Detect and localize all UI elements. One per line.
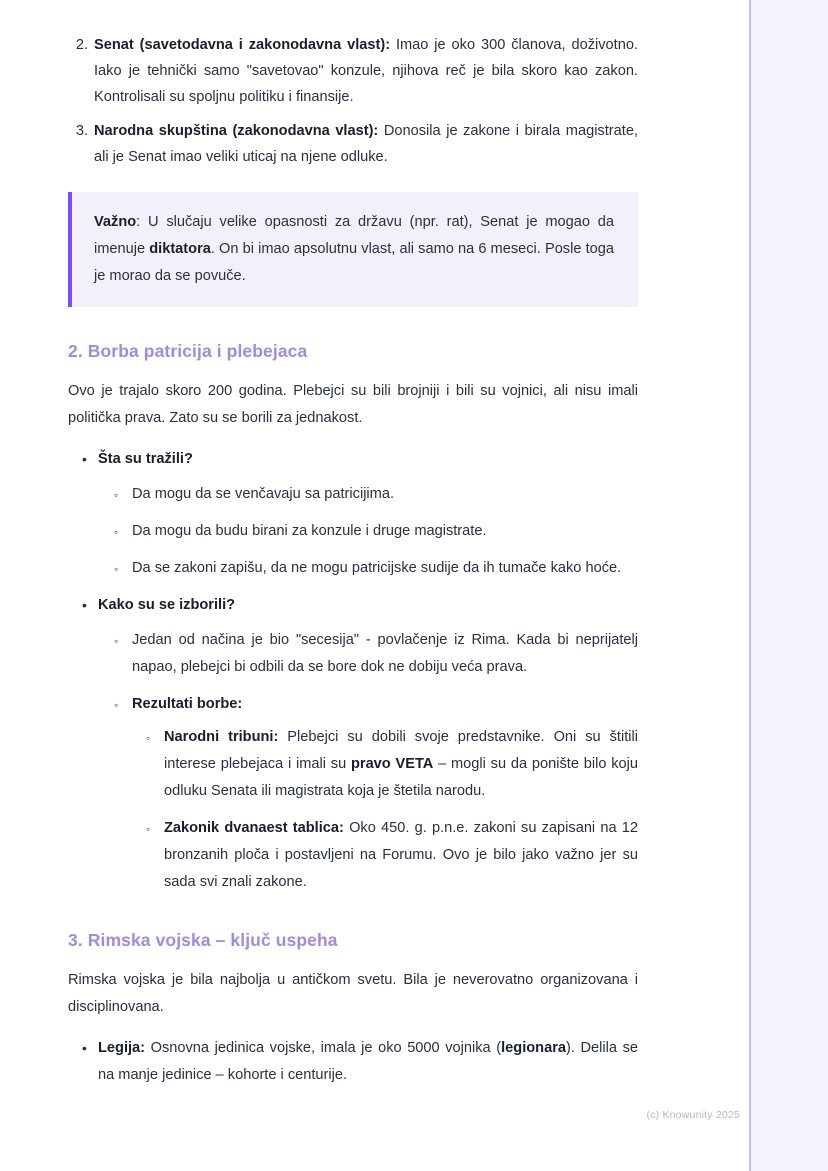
circle-bullet-icon: ◦	[114, 562, 119, 576]
list-item	[75, 118, 638, 170]
question-1-label: Šta su tražili?	[98, 451, 193, 467]
list-item-number: 2.	[75, 37, 88, 53]
result-text-1: Oko 450. g. p.n.e. zakoni su zapisani na 12 bronzanih ploča i postavljeni na Forumu. Ovo je bilo jako važno jer su sada svi znali zakone.	[164, 820, 639, 890]
results-label: Rezultati borbe:	[132, 696, 243, 712]
right-margin-rail	[750, 0, 828, 1171]
list-item	[114, 481, 638, 508]
section-2-intro: Ovo je trajalo skoro 200 godina. Plebejci su bili brojniji i bili su vojnici, ali nisu imali politička prava. Zato su se borili za jednakost.	[68, 383, 638, 426]
circle-bullet-icon: ◦	[146, 822, 151, 836]
legion-text-2: ). Delila se na manje jedinice – kohorte i centurije.	[98, 1040, 639, 1083]
list-item	[75, 32, 638, 110]
result-bold-term: pravo VETA	[350, 756, 434, 772]
list-item	[82, 592, 639, 896]
section-3-intro: Rimska vojska je bila najbolja u antičkom svetu. Bila je neverovatno organizovana i disciplinovana.	[68, 972, 638, 1015]
result-text-1: Plebejci su dobili svoje predstavnike. Oni su štitili interese plebejaca i imali su	[164, 729, 638, 772]
circle-bullet-icon: ◦	[114, 525, 119, 539]
list-item	[114, 627, 638, 681]
bullet-list-level-3	[132, 724, 638, 896]
document-content	[68, 32, 638, 1093]
list-item	[114, 518, 638, 545]
bullet-list-level-2	[98, 627, 638, 896]
result-title: Zakonik dvanaest tablica:	[164, 820, 344, 836]
circle-bullet-icon: ◦	[146, 731, 151, 745]
legion-text-1: Osnovna jedinica vojske, imala je oko 5000 vojnika (	[145, 1040, 502, 1056]
list-item-text: Da se zakoni zapišu, da ne mogu patricijske sudije da ih tumače kako hoće.	[132, 560, 622, 576]
bullet-list-level-1	[68, 446, 638, 896]
circle-bullet-icon: ◦	[114, 698, 119, 712]
footer-copyright: (c) Knowunity 2025	[646, 1109, 740, 1121]
callout-text-2: . On bi imao apsolutnu vlast, ali samo na 6 meseci. Posle toga je morao da se povuče.	[94, 241, 614, 284]
section-heading-3: 3. Rimska vojska – ključ uspeha	[68, 930, 338, 950]
list-item-text: Donosila je zakone i birala magistrate, ali je Senat imao veliki uticaj na njene odluke.	[94, 123, 638, 165]
list-item-text: Jedan od načina je bio "secesija" - povlačenje iz Rima. Kada bi neprijatelj napao, plebejci bi odbili da se bore dok ne dobiju veća prava.	[132, 632, 638, 675]
list-item	[146, 815, 639, 896]
result-text-2: – mogli su da ponište bilo koju odluku Senata ili magistrata koja je štetila narodu.	[164, 756, 639, 799]
list-item	[82, 446, 638, 582]
list-item	[114, 555, 638, 582]
list-item-text: Da mogu da budu birani za konzule i druge magistrate.	[132, 523, 487, 539]
circle-bullet-icon: ◦	[114, 634, 119, 648]
result-title: Narodni tribuni:	[164, 729, 279, 745]
list-item-text: Da mogu da se venčavaju sa patricijima.	[132, 486, 395, 502]
numbered-list	[68, 32, 638, 170]
important-callout	[68, 192, 638, 307]
list-item	[114, 691, 639, 896]
list-item-title: Senat (savetodavna i zakonodavna vlast):	[94, 37, 391, 53]
legion-bold-term: legionara	[501, 1040, 567, 1056]
section-heading-2: 2. Borba patricija i plebejaca	[68, 341, 308, 361]
bullet-list-level-2	[98, 481, 638, 582]
list-item-text: Imao je oko 300 članova, doživotno. Iako je tehnički samo "savetovao" konzule, njihova reč je bila skoro kao zakon. Kontrolisali su spoljnu politiku i finansije.	[94, 37, 638, 105]
callout-text-1: : U slučaju velike opasnosti za državu (npr. rat), Senat je mogao da imenuje	[94, 214, 614, 257]
legion-label: Legija:	[98, 1040, 146, 1056]
list-item-title: Narodna skupština (zakonodavna vlast):	[94, 123, 379, 139]
list-item	[146, 724, 639, 805]
list-item-number: 3.	[75, 123, 88, 139]
question-2-label: Kako su se izborili?	[98, 597, 236, 613]
bullet-icon: •	[82, 1040, 87, 1056]
right-margin-divider	[749, 0, 751, 1171]
circle-bullet-icon: ◦	[114, 488, 119, 502]
bullet-icon: •	[82, 597, 87, 613]
bullet-list-section-3	[68, 1035, 638, 1089]
list-item	[82, 1035, 639, 1089]
callout-bold-term: diktatora	[149, 241, 211, 257]
callout-lead: Važno	[94, 214, 137, 230]
bullet-icon: •	[82, 451, 87, 467]
